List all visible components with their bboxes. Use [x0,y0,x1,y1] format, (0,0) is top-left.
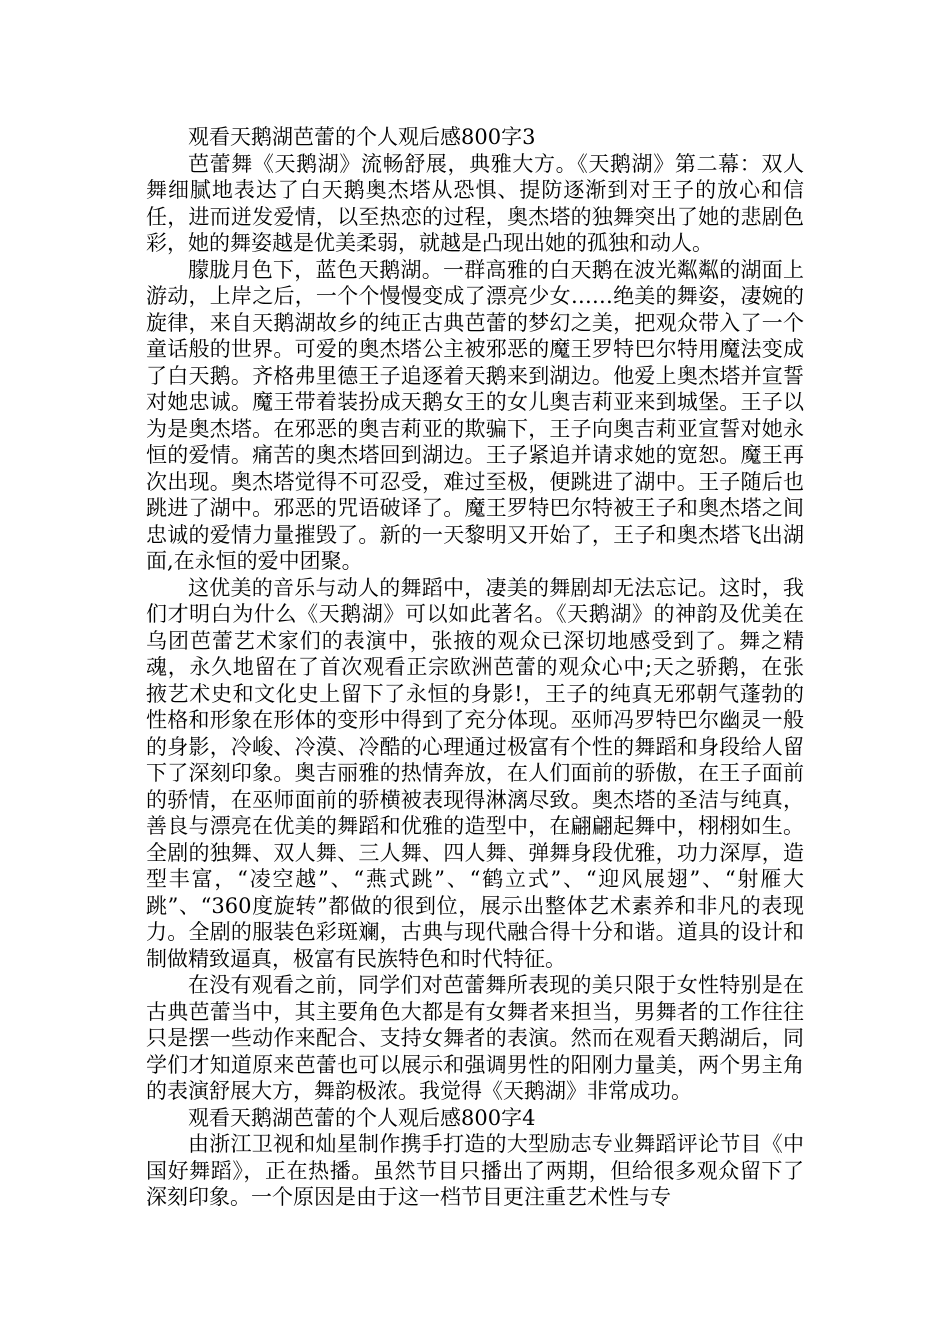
paragraph: 这优美的音乐与动人的舞蹈中，凄美的舞剧却无法忘记。这时，我们才明白为什么《天鹅湖》可以如此著名。《天鹅湖》的神韵及优美在乌团芭蕾艺术家们的表演中，张掖的观众已深切地感受到了。舞之精魂，永久地留在了首次观看正宗欧洲芭蕾的观众心中;天之骄鹅，在张掖艺术史和文化史上留下了永恒的身影!，王子的纯真无邪朝气蓬勃的性格和形象在形体的变形中得到了充分体现。巫师冯罗特巴尔幽灵一般的身影，冷峻、冷漠、冷酷的心理通过极富有个性的舞蹈和身段给人留下了深刻印象。奥吉丽雅的热情奔放，在人们面前的骄傲，在王子面前的骄情，在巫师面前的骄横被表现得淋漓尽致。奥杰塔的圣洁与纯真，善良与漂亮在优美的舞蹈和优雅的造型中，在翩翩起舞中，栩栩如生。全剧的独舞、双人舞、三人舞、四人舞、弹舞身段优雅，功力深厚，造型丰富，“凌空越”、“燕式跳”、“鹤立式”、“迎风展翅”、“射雁大跳”、“360度旋转”都做的很到位，展示出整体艺术素养和非凡的表现力。全剧的服装色彩斑斓，古典与现代融合得十分和谐。道具的设计和制做精致逼真，极富有民族特色和时代特征。 [146,575,804,971]
section-heading: 观看天鹅湖芭蕾的个人观后感800字4 [188,1105,536,1130]
paragraph: 朦胧月色下，蓝色天鹅湖。一群高雅的白天鹅在波光粼粼的湖面上游动，上岸之后，一个个慢慢变成了漂亮少女……绝美的舞姿，凄婉的旋律，来自天鹅湖故乡的纯正古典芭蕾的梦幻之美，把观众带入了一个童话般的世界。可爱的奥杰塔公主被邪恶的魔王罗特巴尔特用魔法变成了白天鹅。齐格弗里德王子追逐着天鹅来到湖边。他爱上奥杰塔并宣誓对她忠诚。魔王带着装扮成天鹅女王的女儿奥吉莉亚来到城堡。王子以为是奥杰塔。在邪恶的奥吉莉亚的欺骗下，王子向奥吉莉亚宣誓对她永恒的爱情。痛苦的奥杰塔回到湖边。王子紧追并请求她的宽恕。魔王再次出现。奥杰塔觉得不可忍受，难过至极，便跳进了湖中。王子随后也跳进了湖中。邪恶的咒语破译了。魔王罗特巴尔特被王子和奥杰塔之间忠诚的爱情力量摧毁了。新的一天黎明又开始了，王子和奥杰塔飞出湖面,在永恒的爱中团聚。 [146,257,804,573]
document-body [146,124,804,1211]
paragraph: 芭蕾舞《天鹅湖》流畅舒展，典雅大方。《天鹅湖》第二幕：双人舞细腻地表达了白天鹅奥杰塔从恐惧、提防逐渐到对王子的放心和信任，进而迸发爱情，以至热恋的过程，奥杰塔的独舞突出了她的悲剧色彩，她的舞姿越是优美柔弱，就越是凸现出她的孤独和动人。 [146,151,804,255]
section-heading: 观看天鹅湖芭蕾的个人观后感800字3 [188,125,536,149]
paragraph: 在没有观看之前，同学们对芭蕾舞所表现的美只限于女性特别是在古典芭蕾当中，其主要角色大都是有女舞者来担当，男舞者的工作往往只是摆一些动作来配合、支持女舞者的表演。然而在观看天鹅湖后，同学们才知道原来芭蕾也可以展示和强调男性的阳刚力量美，两个男主角的表演舒展大方，舞韵极浓。我觉得《天鹅湖》非常成功。 [146,973,804,1103]
paragraph: 由浙江卫视和灿星制作携手打造的大型励志专业舞蹈评论节目《中国好舞蹈》，正在热播。虽然节目只播出了两期，但给很多观众留下了深刻印象。一个原因是由于这一档节目更注重艺术性与专 [146,1132,804,1209]
